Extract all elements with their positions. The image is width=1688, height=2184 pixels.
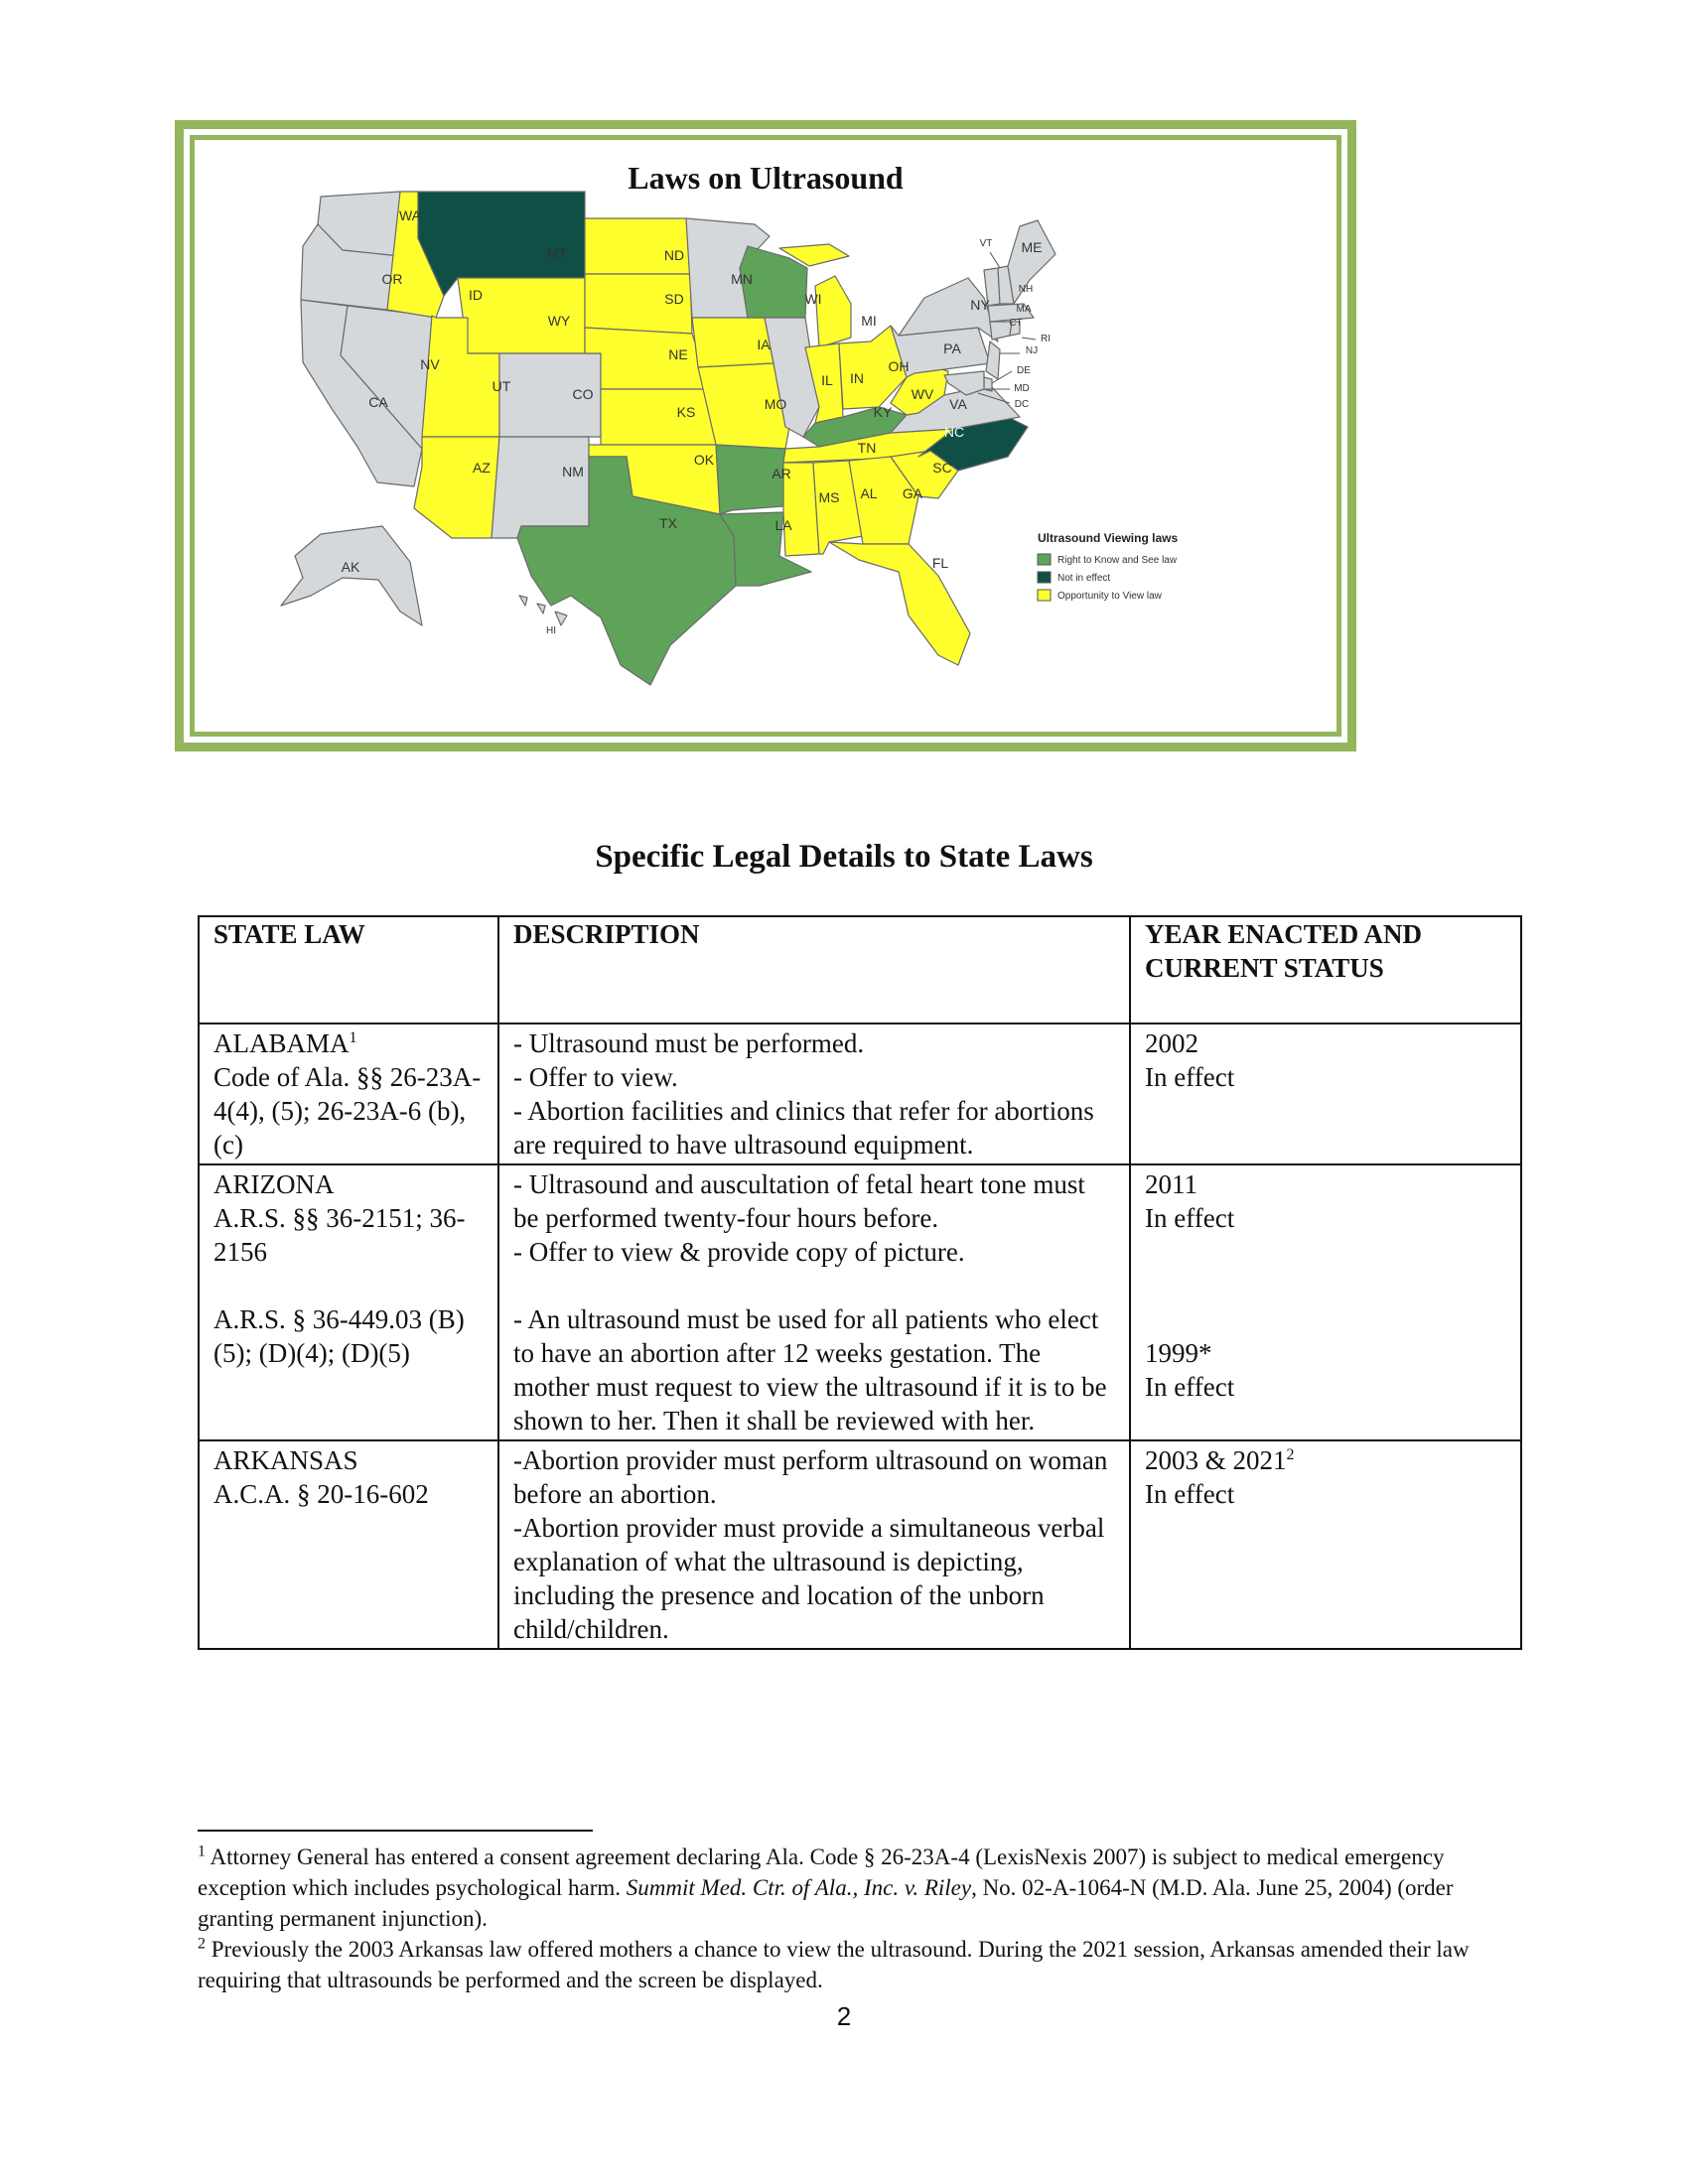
- label-NV: NV: [420, 356, 440, 372]
- footnote-divider: [198, 1830, 593, 1832]
- year-status-cell: [1130, 1024, 1521, 1164]
- table-row-arkansas: [199, 1440, 1521, 1649]
- label-CO: CO: [572, 386, 594, 402]
- statute-citation: A.C.A. § 20-16-602: [213, 1479, 429, 1509]
- description-line: - Ultrasound must be performed.: [513, 1028, 865, 1058]
- state-NJ: [986, 341, 1000, 379]
- label-DC: DC: [1014, 399, 1030, 410]
- label-GA: GA: [902, 485, 923, 501]
- state-laws-table: [198, 915, 1522, 1650]
- label-NC: NC: [943, 424, 965, 440]
- label-DE: DE: [1017, 365, 1031, 376]
- label-IL: IL: [821, 372, 833, 388]
- legend-item: [1038, 572, 1110, 584]
- section-title: Specific Legal Details to State Laws: [595, 839, 1093, 875]
- description-cell: [498, 1440, 1130, 1649]
- year-enacted: 1999*: [1145, 1338, 1212, 1368]
- label-ME: ME: [1021, 239, 1043, 255]
- label-MS: MS: [818, 489, 840, 505]
- label-ND: ND: [663, 247, 685, 263]
- state-MD: [944, 371, 984, 395]
- year-enacted: 2011: [1145, 1169, 1197, 1199]
- footnote-number: 1: [198, 1843, 206, 1860]
- year-status-cell: [1130, 1164, 1521, 1440]
- year-enacted: 2002: [1145, 1028, 1198, 1058]
- description-line: -Abortion provider must provide a simultaneous verbal explanation of what the ultrasound is depicting, including the presence and location of the unborn child/children.: [513, 1513, 1105, 1644]
- label-RI: RI: [1041, 334, 1051, 344]
- map-figure: [175, 120, 1356, 751]
- current-status: In effect: [1145, 1203, 1235, 1233]
- current-status: In effect: [1145, 1479, 1235, 1509]
- legend-title: Ultrasound Viewing laws: [1038, 531, 1179, 545]
- label-FL: FL: [931, 555, 949, 571]
- legend-label: Opportunity to View law: [1057, 591, 1162, 602]
- label-PA: PA: [943, 341, 961, 356]
- description-line: - Abortion facilities and clinics that refer for abortions are required to have ultrasound equipment.: [513, 1096, 1094, 1160]
- label-TX: TX: [659, 515, 677, 531]
- label-OR: OR: [381, 271, 403, 287]
- label-WV: WV: [911, 386, 934, 402]
- label-VT: VT: [979, 238, 993, 249]
- us-map: [184, 129, 1347, 743]
- label-MO: MO: [764, 396, 787, 412]
- description-line: -Abortion provider must perform ultrasound on woman before an abortion.: [513, 1445, 1108, 1509]
- label-IA: IA: [757, 337, 771, 352]
- map-title: Laws on Ultrasound: [628, 160, 904, 196]
- label-CT: CT: [1009, 318, 1023, 329]
- current-status: In effect: [1145, 1372, 1235, 1402]
- legend-swatch: [1038, 572, 1051, 583]
- label-CA: CA: [368, 394, 388, 410]
- description-cell: [498, 1024, 1130, 1164]
- label-IN: IN: [850, 370, 864, 386]
- label-KS: KS: [676, 404, 696, 420]
- table-row-arizona: [199, 1164, 1521, 1440]
- legend-swatch: [1038, 590, 1051, 601]
- label-WI: WI: [804, 291, 822, 307]
- label-MN: MN: [731, 271, 753, 287]
- footnote-1: [198, 1842, 1522, 1934]
- footnote-ref[interactable]: 1: [349, 1029, 357, 1046]
- legend-swatch: [1038, 554, 1051, 565]
- description-line: - Ultrasound and auscultation of fetal heart tone must be performed twenty-four hours before.: [513, 1169, 1085, 1233]
- table-row-alabama: [199, 1024, 1521, 1164]
- table-header-row: [199, 916, 1521, 1024]
- current-status: In effect: [1145, 1062, 1235, 1092]
- state-name: ARIZONA: [213, 1169, 335, 1199]
- year-status-cell: [1130, 1440, 1521, 1649]
- statute-citation: A.R.S. § 36-449.03 (B)(5); (D)(4); (D)(5): [213, 1304, 465, 1368]
- state-ND: [585, 218, 690, 274]
- label-NM: NM: [562, 464, 584, 479]
- label-OH: OH: [888, 358, 910, 374]
- state-law-cell: [199, 1024, 498, 1164]
- label-SC: SC: [932, 460, 952, 476]
- description-line: - An ultrasound must be used for all patients who elect to have an abortion after 12 weeks gestation. The mother must request to view the ultrasound if it is to be shown to her. Then it shall be reviewed with her.: [513, 1304, 1107, 1435]
- label-MT: MT: [546, 245, 568, 261]
- description-line: - Offer to view & provide copy of picture.: [513, 1237, 965, 1267]
- case-name: Summit Med. Ctr. of Ala., Inc. v. Riley: [626, 1875, 972, 1900]
- label-NH: NH: [1018, 284, 1034, 295]
- footnote-number: 2: [198, 1935, 206, 1953]
- label-SD: SD: [664, 291, 684, 307]
- footnote-text: Attorney General has entered a consent agreement declaring Ala. Code § 26-23A-4 (LexisNexis 2007) is subject to medical emergency exception which includes psychological harm.: [198, 1844, 1445, 1900]
- footnote-text: , No. 02-A-1064-N (M.D. Ala. June 25, 2004) (order granting permanent injunction).: [198, 1875, 1454, 1931]
- state-KS: [601, 389, 716, 445]
- state-NE: [585, 328, 710, 389]
- header-description: DESCRIPTION: [498, 916, 1130, 1024]
- label-NY: NY: [970, 297, 990, 313]
- legend-label: Not in effect: [1057, 573, 1111, 584]
- label-NJ: NJ: [1025, 345, 1039, 356]
- label-KY: KY: [873, 404, 893, 420]
- footnotes: [198, 1842, 1522, 1995]
- footnote-2: [198, 1934, 1522, 1995]
- state-AK: [281, 526, 422, 625]
- legend-label: Right to Know and See law: [1057, 555, 1178, 566]
- label-ID: ID: [469, 287, 483, 303]
- label-LA: LA: [774, 517, 792, 533]
- state-law-cell: [199, 1164, 498, 1440]
- state-FL: [829, 542, 970, 665]
- label-AZ: AZ: [473, 460, 491, 476]
- legend-item: [1038, 554, 1178, 566]
- label-AL: AL: [860, 485, 878, 501]
- label-WA: WA: [398, 207, 422, 223]
- label-OK: OK: [693, 452, 715, 468]
- label-WY: WY: [547, 313, 571, 329]
- year-enacted: 2003 & 2021: [1145, 1445, 1287, 1475]
- label-VA: VA: [949, 396, 967, 412]
- legend-item: [1038, 590, 1163, 602]
- label-UT: UT: [492, 378, 511, 394]
- header-state-law: STATE LAW: [199, 916, 498, 1024]
- state-name: ARKANSAS: [213, 1445, 358, 1475]
- statute-citation: Code of Ala. §§ 26-23A-4(4), (5); 26-23A-6 (b), (c): [213, 1062, 482, 1160]
- label-TN: TN: [857, 440, 877, 456]
- state-AZ: [414, 437, 499, 538]
- state-law-cell: [199, 1440, 498, 1649]
- description-cell: [498, 1164, 1130, 1440]
- state-NM: [492, 437, 589, 538]
- label-AK: AK: [341, 559, 360, 575]
- label-MA: MA: [1016, 304, 1032, 315]
- footnote-ref[interactable]: 2: [1286, 1446, 1295, 1463]
- page-number: 2: [836, 2001, 852, 2031]
- footnote-text: Previously the 2003 Arkansas law offered mothers a chance to view the ultrasound. During the 2021 session, Arkansas amended their law requiring that ultrasounds be performed and the screen be displayed.: [198, 1937, 1470, 1992]
- label-MI: MI: [861, 313, 877, 329]
- statute-citation: A.R.S. §§ 36-2151; 36-2156: [213, 1203, 466, 1267]
- label-HI: HI: [546, 625, 556, 636]
- state-name: ALABAMA: [213, 1028, 350, 1058]
- label-NE: NE: [668, 346, 688, 362]
- label-AR: AR: [772, 466, 791, 481]
- header-year-status: YEAR ENACTED AND CURRENT STATUS: [1130, 916, 1521, 1024]
- label-MD: MD: [1014, 383, 1030, 394]
- description-line: - Offer to view.: [513, 1062, 678, 1092]
